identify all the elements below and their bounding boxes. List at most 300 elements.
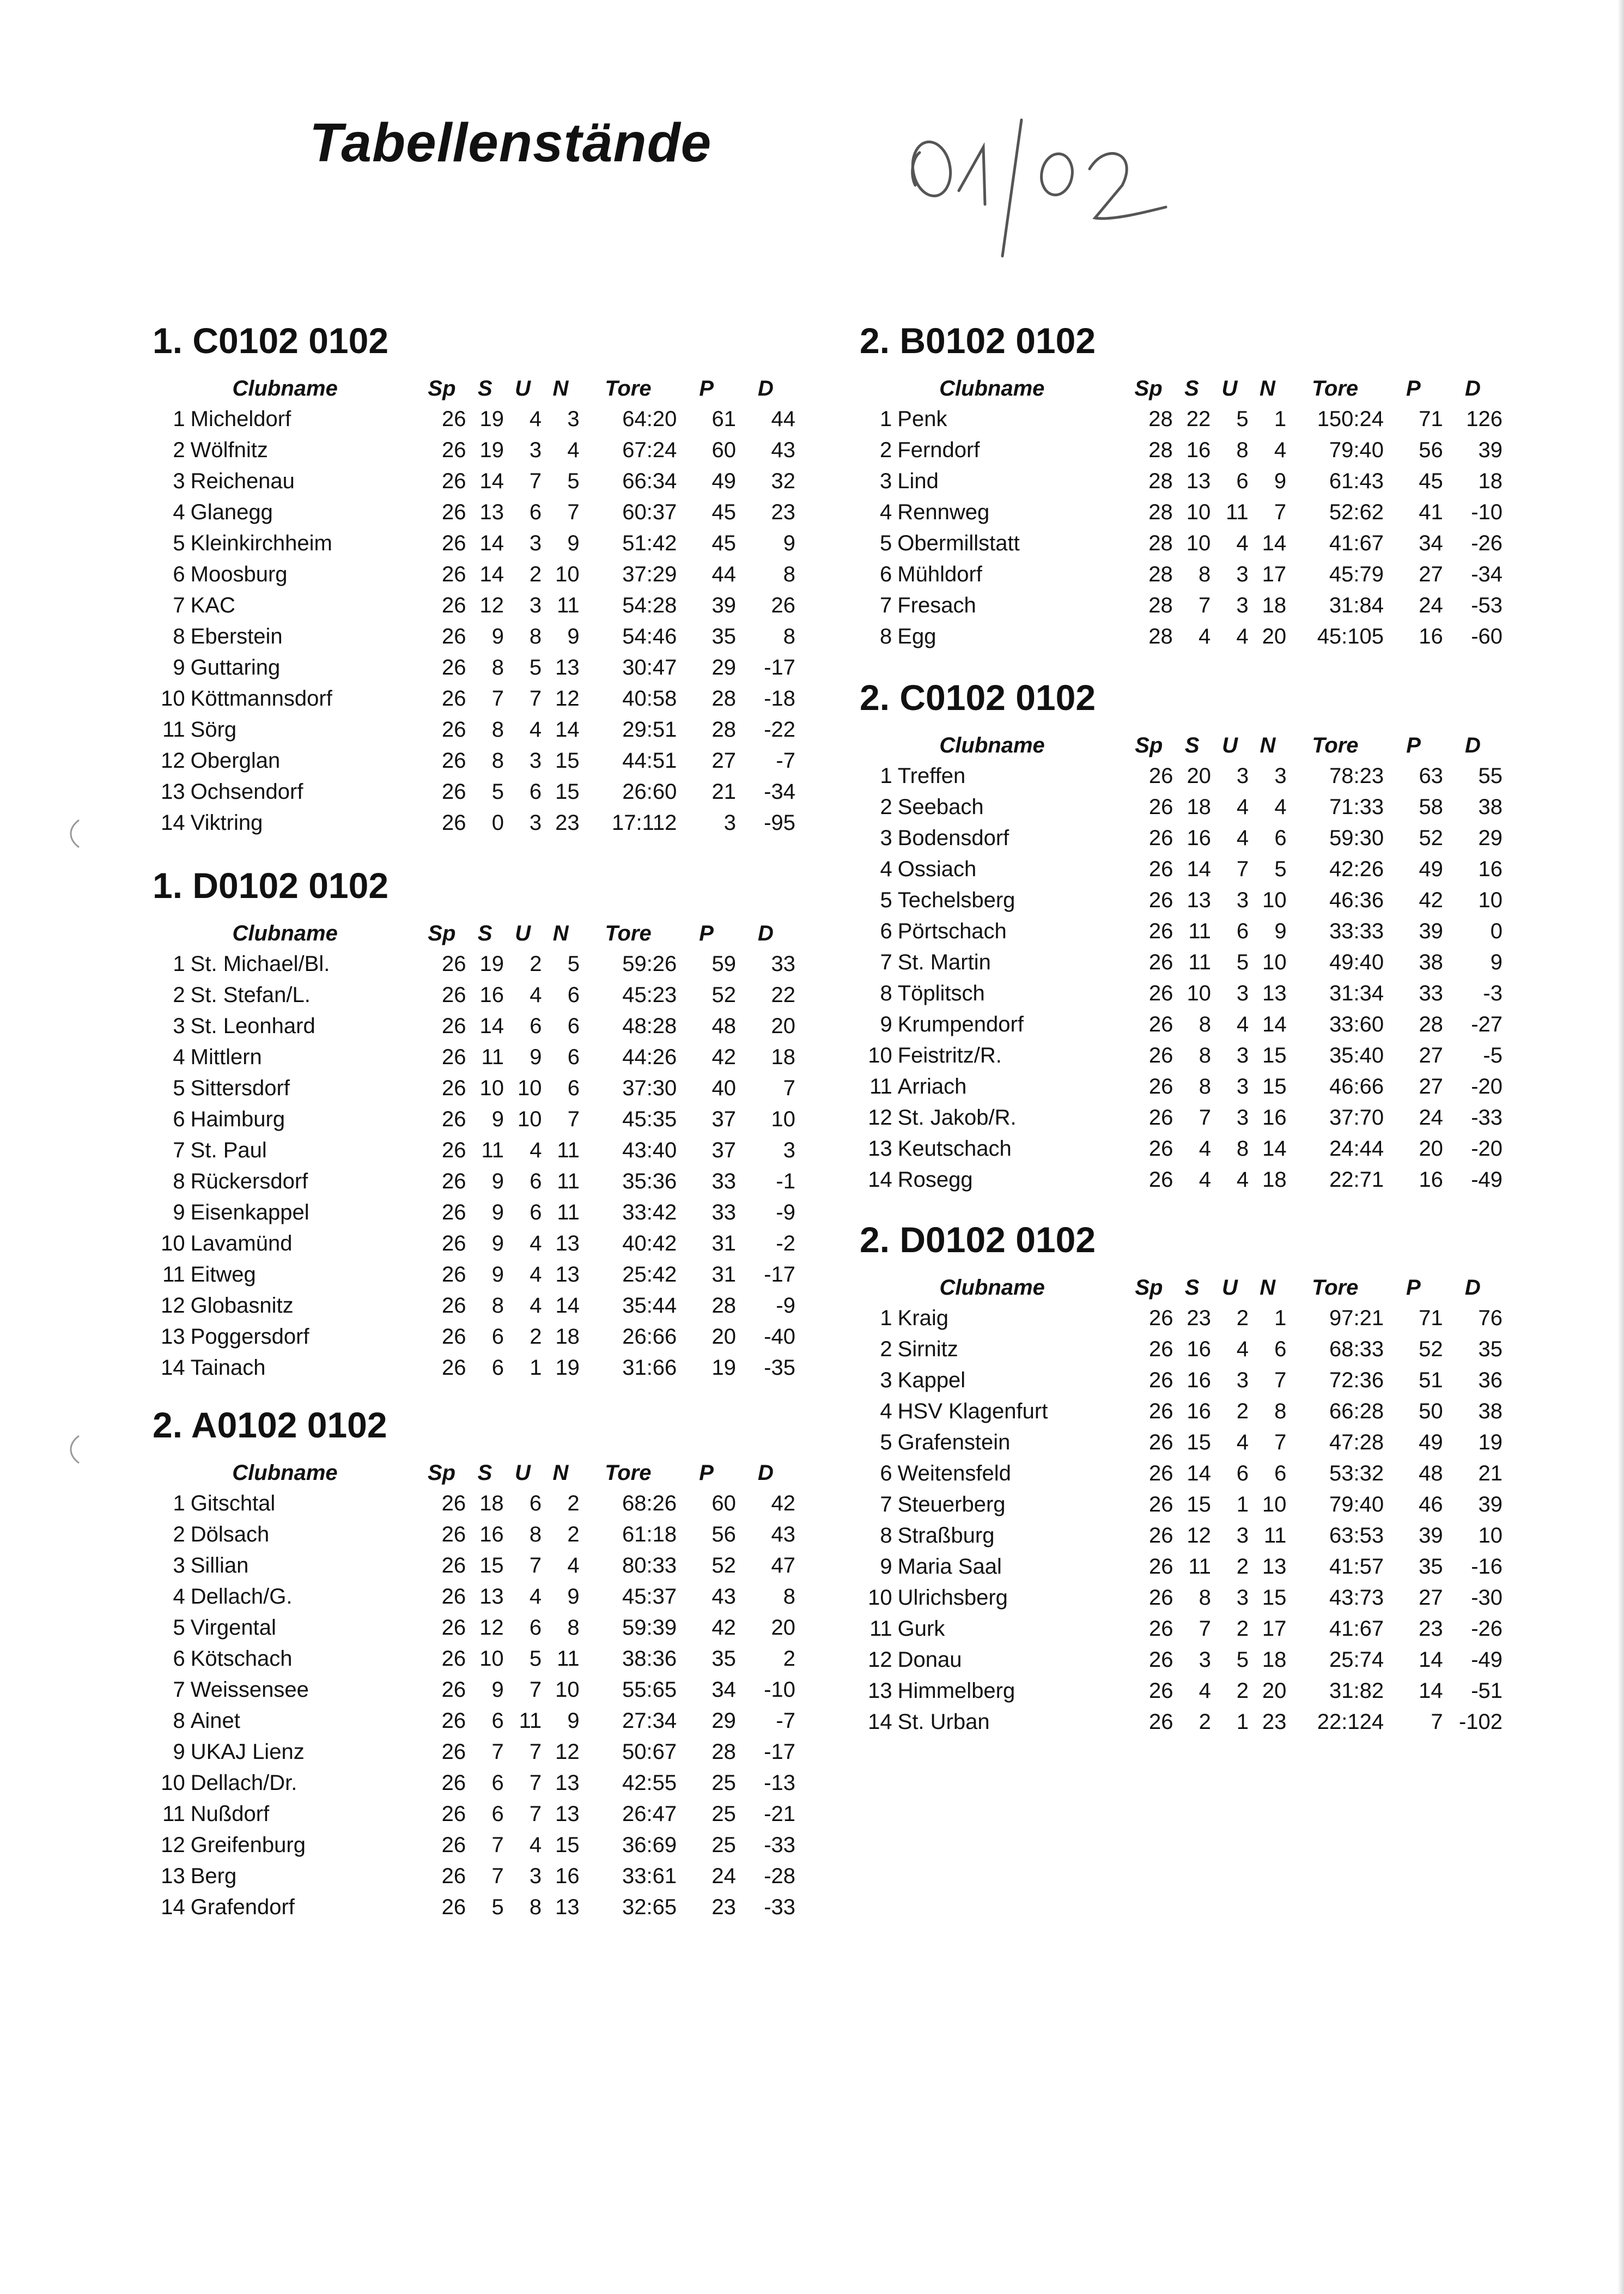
cell-d: -95 bbox=[764, 811, 795, 835]
column-header-tore: Tore bbox=[605, 376, 652, 400]
cell-n: 12 bbox=[555, 1740, 580, 1764]
cell-d: -10 bbox=[1471, 500, 1503, 524]
table-row bbox=[860, 1009, 1503, 1040]
cell-rank: 6 bbox=[173, 1647, 185, 1671]
cell-club: Seebach bbox=[897, 795, 984, 819]
cell-p: 35 bbox=[711, 624, 736, 648]
table-row bbox=[153, 1861, 795, 1892]
cell-sp: 26 bbox=[1148, 1430, 1173, 1454]
cell-sp: 26 bbox=[1148, 950, 1173, 974]
cell-d: 10 bbox=[771, 1107, 795, 1131]
cell-rank: 11 bbox=[162, 1802, 185, 1826]
table-row bbox=[860, 1644, 1503, 1676]
cell-sp: 26 bbox=[442, 687, 466, 711]
cell-rank: 14 bbox=[161, 811, 185, 835]
table-row bbox=[860, 1396, 1503, 1427]
cell-sp: 26 bbox=[442, 1045, 466, 1069]
cell-d: -40 bbox=[764, 1325, 795, 1349]
cell-sp: 28 bbox=[1148, 469, 1173, 493]
cell-tore: 33:42 bbox=[622, 1200, 677, 1224]
column-header-club: Clubname bbox=[939, 376, 1045, 400]
cell-rank: 10 bbox=[161, 1771, 185, 1795]
cell-u: 4 bbox=[529, 718, 542, 742]
standings-table bbox=[153, 1458, 795, 1923]
cell-club: Köttmannsdorf bbox=[190, 687, 332, 711]
cell-rank: 8 bbox=[173, 624, 185, 648]
cell-club: Glanegg bbox=[190, 500, 273, 524]
cell-tore: 37:70 bbox=[1329, 1106, 1384, 1130]
table-row bbox=[153, 1550, 795, 1581]
cell-d: 21 bbox=[1478, 1461, 1503, 1485]
cell-u: 7 bbox=[529, 1740, 542, 1764]
table-row bbox=[860, 435, 1503, 466]
cell-tore: 55:65 bbox=[622, 1678, 677, 1702]
column-header-sp: Sp bbox=[428, 921, 456, 945]
cell-u: 4 bbox=[1236, 1168, 1249, 1192]
cell-s: 2 bbox=[1199, 1710, 1211, 1734]
cell-n: 15 bbox=[1262, 1586, 1287, 1610]
cell-tore: 35:40 bbox=[1329, 1043, 1384, 1067]
cell-d: -2 bbox=[776, 1231, 795, 1255]
table-row bbox=[860, 528, 1503, 559]
cell-s: 10 bbox=[1186, 500, 1211, 524]
cell-s: 16 bbox=[479, 1522, 504, 1546]
cell-tore: 59:26 bbox=[622, 952, 677, 976]
cell-rank: 7 bbox=[173, 593, 185, 617]
column-header-u: U bbox=[1221, 1275, 1238, 1300]
table-row bbox=[153, 683, 795, 714]
table-row bbox=[153, 776, 795, 808]
cell-d: 126 bbox=[1466, 407, 1503, 431]
table-header-row bbox=[860, 1272, 1503, 1303]
cell-s: 12 bbox=[479, 1616, 504, 1640]
cell-sp: 26 bbox=[1148, 764, 1173, 788]
cell-u: 2 bbox=[1236, 1306, 1249, 1330]
cell-u: 3 bbox=[529, 593, 542, 617]
cell-sp: 26 bbox=[1148, 1306, 1173, 1330]
cell-d: 19 bbox=[1478, 1430, 1503, 1454]
cell-n: 14 bbox=[1262, 531, 1287, 555]
cell-u: 2 bbox=[530, 952, 542, 976]
cell-tore: 41:67 bbox=[1329, 1617, 1384, 1641]
column-header-p: P bbox=[699, 1460, 714, 1485]
cell-n: 14 bbox=[1262, 1137, 1287, 1161]
cell-p: 38 bbox=[1419, 950, 1443, 974]
cell-s: 14 bbox=[479, 1014, 504, 1038]
cell-d: -33 bbox=[764, 1833, 795, 1857]
cell-tore: 78:23 bbox=[1329, 764, 1384, 788]
cell-d: -13 bbox=[764, 1771, 795, 1795]
cell-rank: 3 bbox=[880, 1368, 892, 1392]
cell-club: Globasnitz bbox=[190, 1294, 294, 1318]
cell-u: 2 bbox=[1236, 1399, 1249, 1423]
cell-club: Ferndorf bbox=[897, 438, 980, 462]
cell-tore: 80:33 bbox=[622, 1553, 677, 1577]
cell-rank: 14 bbox=[161, 1895, 185, 1919]
cell-sp: 26 bbox=[441, 1771, 466, 1795]
table-row bbox=[153, 590, 795, 621]
cell-rank: 3 bbox=[173, 1553, 185, 1577]
cell-u: 6 bbox=[1236, 1461, 1249, 1485]
cell-club: Weitensfeld bbox=[897, 1461, 1011, 1485]
cell-s: 14 bbox=[1187, 1461, 1211, 1485]
cell-p: 43 bbox=[711, 1585, 736, 1609]
table-row bbox=[860, 1164, 1503, 1195]
cell-d: 18 bbox=[1478, 469, 1503, 493]
cell-sp: 26 bbox=[442, 1138, 466, 1162]
cell-n: 16 bbox=[555, 1864, 580, 1888]
cell-sp: 26 bbox=[1148, 1586, 1173, 1610]
cell-club: Mühldorf bbox=[897, 562, 982, 586]
cell-n: 7 bbox=[1274, 500, 1287, 524]
cell-p: 48 bbox=[1419, 1461, 1443, 1485]
cell-n: 13 bbox=[555, 1895, 580, 1919]
table-row bbox=[153, 1581, 795, 1612]
cell-s: 16 bbox=[1187, 1368, 1211, 1392]
cell-sp: 26 bbox=[441, 1833, 466, 1857]
cell-tore: 43:40 bbox=[622, 1138, 677, 1162]
cell-p: 28 bbox=[711, 1294, 736, 1318]
table-row bbox=[860, 1102, 1503, 1133]
cell-club: Guttaring bbox=[190, 656, 281, 679]
cell-n: 14 bbox=[1262, 1012, 1287, 1036]
cell-tore: 31:34 bbox=[1329, 981, 1384, 1005]
column-header-p: P bbox=[699, 376, 714, 400]
cell-p: 27 bbox=[711, 749, 736, 773]
cell-d: 10 bbox=[1478, 1524, 1503, 1547]
cell-sp: 26 bbox=[442, 531, 466, 555]
standings-table bbox=[860, 1272, 1503, 1738]
cell-rank: 1 bbox=[880, 1306, 892, 1330]
cell-rank: 2 bbox=[880, 438, 892, 462]
cell-sp: 26 bbox=[1148, 1461, 1173, 1485]
cell-club: St. Martin bbox=[897, 950, 991, 974]
cell-rank: 12 bbox=[161, 749, 185, 773]
cell-s: 10 bbox=[1186, 531, 1211, 555]
cell-club: Viktring bbox=[190, 811, 263, 835]
cell-u: 6 bbox=[1236, 919, 1249, 943]
column-header-u: U bbox=[514, 1460, 531, 1485]
column-header-p: P bbox=[1406, 1275, 1421, 1300]
cell-d: -26 bbox=[1471, 531, 1503, 555]
cell-u: 2 bbox=[529, 562, 542, 586]
cell-rank: 5 bbox=[880, 531, 892, 555]
cell-rank: 7 bbox=[880, 950, 892, 974]
cell-s: 19 bbox=[479, 952, 504, 976]
cell-sp: 26 bbox=[1148, 1617, 1173, 1641]
cell-sp: 26 bbox=[1148, 1012, 1173, 1036]
cell-d: -51 bbox=[1471, 1679, 1503, 1703]
table-row bbox=[153, 1135, 795, 1166]
cell-n: 6 bbox=[567, 983, 580, 1007]
cell-p: 24 bbox=[1419, 1106, 1443, 1130]
cell-rank: 8 bbox=[880, 981, 892, 1005]
cell-rank: 12 bbox=[868, 1106, 892, 1130]
cell-u: 3 bbox=[1236, 888, 1249, 912]
cell-club: Sörg bbox=[190, 718, 237, 742]
cell-sp: 26 bbox=[442, 1231, 466, 1255]
cell-sp: 28 bbox=[1148, 562, 1173, 586]
cell-d: 55 bbox=[1478, 764, 1503, 788]
table-header-row bbox=[153, 918, 795, 949]
cell-p: 28 bbox=[711, 1740, 736, 1764]
cell-d: -7 bbox=[776, 749, 795, 773]
cell-d: -7 bbox=[776, 1709, 795, 1733]
table-row bbox=[860, 1551, 1503, 1582]
cell-s: 4 bbox=[1199, 1137, 1211, 1161]
cell-s: 7 bbox=[1199, 1617, 1211, 1641]
table-row bbox=[860, 761, 1503, 792]
cell-rank: 4 bbox=[173, 1045, 185, 1069]
cell-s: 6 bbox=[491, 1802, 504, 1826]
table-row bbox=[860, 885, 1503, 916]
cell-sp: 28 bbox=[1148, 624, 1173, 648]
cell-club: Donau bbox=[897, 1648, 962, 1672]
cell-tore: 45:79 bbox=[1329, 562, 1384, 586]
cell-s: 9 bbox=[491, 1263, 504, 1286]
cell-u: 2 bbox=[530, 1325, 542, 1349]
cell-s: 14 bbox=[1187, 857, 1211, 881]
cell-tore: 42:55 bbox=[622, 1771, 677, 1795]
cell-s: 13 bbox=[479, 500, 504, 524]
cell-rank: 2 bbox=[173, 983, 185, 1007]
cell-s: 8 bbox=[1198, 562, 1211, 586]
cell-s: 3 bbox=[1199, 1648, 1211, 1672]
cell-club: Gurk bbox=[897, 1617, 945, 1641]
cell-d: 33 bbox=[771, 952, 795, 976]
league-table-2d bbox=[860, 1218, 1503, 1738]
cell-s: 19 bbox=[479, 407, 504, 431]
cell-n: 9 bbox=[1274, 469, 1287, 493]
column-header-n: N bbox=[552, 1460, 569, 1485]
table-row bbox=[860, 559, 1503, 590]
cell-s: 11 bbox=[1188, 919, 1211, 943]
cell-d: 36 bbox=[1478, 1368, 1503, 1392]
cell-d: 2 bbox=[783, 1647, 795, 1671]
cell-p: 3 bbox=[723, 811, 736, 835]
cell-p: 19 bbox=[711, 1356, 736, 1380]
cell-tore: 72:36 bbox=[1329, 1368, 1384, 1392]
cell-n: 15 bbox=[555, 749, 580, 773]
cell-sp: 26 bbox=[1148, 981, 1173, 1005]
cell-n: 6 bbox=[1274, 1461, 1287, 1485]
cell-n: 10 bbox=[1262, 950, 1287, 974]
cell-p: 34 bbox=[1419, 531, 1443, 555]
cell-rank: 6 bbox=[173, 1107, 185, 1131]
cell-tore: 40:42 bbox=[622, 1231, 677, 1255]
cell-p: 14 bbox=[1419, 1679, 1443, 1703]
cell-p: 39 bbox=[711, 593, 736, 617]
column-header-sp: Sp bbox=[427, 1460, 456, 1485]
column-header-d: D bbox=[1464, 376, 1481, 400]
cell-d: -22 bbox=[764, 718, 795, 742]
cell-u: 4 bbox=[530, 1231, 542, 1255]
column-header-s: S bbox=[477, 376, 492, 400]
table-row bbox=[153, 435, 795, 466]
margin-mark bbox=[65, 817, 82, 850]
table-row bbox=[153, 980, 795, 1011]
table-row bbox=[153, 1042, 795, 1073]
cell-n: 4 bbox=[567, 438, 580, 462]
cell-p: 24 bbox=[1419, 593, 1443, 617]
cell-s: 8 bbox=[1199, 1586, 1211, 1610]
cell-u: 7 bbox=[529, 1553, 542, 1577]
table-row bbox=[153, 1197, 795, 1228]
cell-u: 4 bbox=[1236, 1012, 1249, 1036]
cell-club: Greifenburg bbox=[190, 1833, 306, 1857]
cell-d: 10 bbox=[1478, 888, 1503, 912]
cell-d: 7 bbox=[783, 1076, 795, 1100]
column-header-u: U bbox=[515, 376, 531, 400]
cell-d: -9 bbox=[776, 1200, 795, 1224]
cell-tore: 67:24 bbox=[622, 438, 677, 462]
cell-d: -33 bbox=[764, 1895, 795, 1919]
cell-n: 13 bbox=[555, 656, 580, 679]
cell-sp: 26 bbox=[442, 562, 466, 586]
cell-n: 15 bbox=[1262, 1043, 1287, 1067]
column-header-club: Clubname bbox=[939, 1275, 1045, 1300]
column-header-tore: Tore bbox=[1312, 1275, 1359, 1300]
cell-club: Dellach/G. bbox=[190, 1585, 293, 1609]
cell-rank: 6 bbox=[880, 1461, 892, 1485]
cell-s: 13 bbox=[1186, 469, 1211, 493]
cell-p: 52 bbox=[711, 983, 736, 1007]
cell-s: 11 bbox=[1188, 950, 1211, 974]
cell-u: 11 bbox=[1226, 500, 1249, 524]
cell-p: 52 bbox=[1419, 826, 1443, 850]
standings-table bbox=[153, 373, 795, 839]
cell-n: 19 bbox=[555, 1356, 580, 1380]
cell-rank: 2 bbox=[880, 1337, 892, 1361]
cell-n: 18 bbox=[1262, 1648, 1287, 1672]
cell-tore: 26:60 bbox=[622, 780, 677, 804]
cell-s: 8 bbox=[1199, 1075, 1211, 1099]
cell-u: 7 bbox=[529, 687, 542, 711]
cell-p: 33 bbox=[711, 1200, 736, 1224]
cell-s: 10 bbox=[1187, 981, 1211, 1005]
cell-sp: 26 bbox=[442, 1014, 466, 1038]
cell-u: 3 bbox=[529, 438, 542, 462]
cell-sp: 26 bbox=[442, 407, 466, 431]
cell-u: 8 bbox=[1236, 1137, 1249, 1161]
cell-sp: 26 bbox=[442, 624, 466, 648]
cell-club: Lavamünd bbox=[190, 1231, 293, 1255]
cell-club: Moosburg bbox=[190, 562, 288, 586]
cell-s: 12 bbox=[1187, 1524, 1211, 1547]
league-heading: 1. C0102 0102 bbox=[153, 320, 389, 361]
cell-tore: 33:33 bbox=[1329, 919, 1384, 943]
table-row bbox=[860, 1334, 1503, 1365]
cell-club: Fresach bbox=[897, 593, 976, 617]
cell-n: 20 bbox=[1262, 1679, 1287, 1703]
table-row bbox=[153, 1643, 795, 1674]
cell-n: 5 bbox=[1274, 857, 1287, 881]
cell-club: Haimburg bbox=[190, 1107, 285, 1131]
cell-tore: 45:23 bbox=[622, 983, 677, 1007]
cell-u: 3 bbox=[1236, 1524, 1249, 1547]
cell-sp: 26 bbox=[1148, 1648, 1173, 1672]
cell-n: 7 bbox=[567, 500, 580, 524]
cell-sp: 26 bbox=[1148, 1368, 1173, 1392]
table-row bbox=[153, 1612, 795, 1643]
cell-rank: 2 bbox=[173, 1522, 185, 1546]
table-row bbox=[860, 497, 1503, 528]
cell-sp: 26 bbox=[442, 500, 466, 524]
cell-tore: 38:36 bbox=[622, 1647, 677, 1671]
cell-club: Micheldorf bbox=[190, 407, 291, 431]
cell-p: 7 bbox=[1431, 1710, 1443, 1734]
cell-u: 4 bbox=[1236, 826, 1249, 850]
cell-rank: 5 bbox=[173, 1076, 185, 1100]
cell-tore: 79:40 bbox=[1329, 438, 1384, 462]
cell-d: -17 bbox=[764, 1263, 795, 1286]
cell-u: 3 bbox=[1236, 981, 1249, 1005]
column-header-d: D bbox=[758, 376, 774, 400]
cell-u: 7 bbox=[529, 469, 542, 493]
cell-club: Steuerberg bbox=[897, 1492, 1006, 1516]
cell-d: 8 bbox=[783, 624, 795, 648]
cell-n: 13 bbox=[555, 1263, 580, 1286]
cell-tore: 61:18 bbox=[622, 1522, 677, 1546]
cell-sp: 26 bbox=[442, 593, 466, 617]
cell-s: 4 bbox=[1199, 1168, 1211, 1192]
cell-club: Tainach bbox=[190, 1356, 266, 1380]
cell-p: 49 bbox=[1419, 857, 1443, 881]
cell-rank: 14 bbox=[868, 1168, 892, 1192]
cell-sp: 26 bbox=[441, 1585, 466, 1609]
table-row bbox=[153, 559, 795, 590]
cell-rank: 8 bbox=[173, 1169, 185, 1193]
cell-club: Eisenkappel bbox=[190, 1200, 309, 1224]
column-header-u: U bbox=[515, 921, 531, 945]
cell-s: 8 bbox=[491, 718, 504, 742]
column-header-n: N bbox=[1259, 376, 1275, 400]
cell-s: 14 bbox=[479, 531, 504, 555]
cell-d: -17 bbox=[764, 1740, 795, 1764]
cell-s: 9 bbox=[491, 1107, 504, 1131]
cell-d: 16 bbox=[1478, 857, 1503, 881]
column-header-club: Clubname bbox=[939, 733, 1045, 757]
standings-table bbox=[860, 730, 1503, 1195]
cell-rank: 11 bbox=[869, 1617, 892, 1641]
cell-tore: 61:43 bbox=[1329, 469, 1384, 493]
table-row bbox=[860, 1676, 1503, 1707]
cell-u: 4 bbox=[1236, 1337, 1249, 1361]
cell-p: 27 bbox=[1419, 1075, 1443, 1099]
table-row bbox=[153, 1104, 795, 1135]
cell-club: Dellach/Dr. bbox=[190, 1771, 297, 1795]
cell-d: 23 bbox=[771, 500, 795, 524]
cell-sp: 26 bbox=[441, 1647, 466, 1671]
cell-club: St. Urban bbox=[897, 1710, 990, 1734]
cell-tore: 33:60 bbox=[1329, 1012, 1384, 1036]
table-row bbox=[860, 466, 1503, 497]
cell-tore: 42:26 bbox=[1329, 857, 1384, 881]
cell-s: 11 bbox=[481, 1045, 504, 1069]
cell-d: -28 bbox=[764, 1864, 795, 1888]
cell-d: 8 bbox=[783, 562, 795, 586]
cell-rank: 7 bbox=[173, 1678, 185, 1702]
cell-sp: 26 bbox=[1148, 1492, 1173, 1516]
cell-club: Grafendorf bbox=[190, 1895, 295, 1919]
cell-tore: 47:28 bbox=[1329, 1430, 1384, 1454]
cell-p: 56 bbox=[1419, 438, 1443, 462]
table-row bbox=[860, 1427, 1503, 1458]
cell-u: 5 bbox=[529, 656, 542, 679]
cell-club: Rosegg bbox=[897, 1168, 973, 1192]
cell-d: -16 bbox=[1471, 1555, 1503, 1579]
cell-p: 60 bbox=[711, 1491, 736, 1515]
